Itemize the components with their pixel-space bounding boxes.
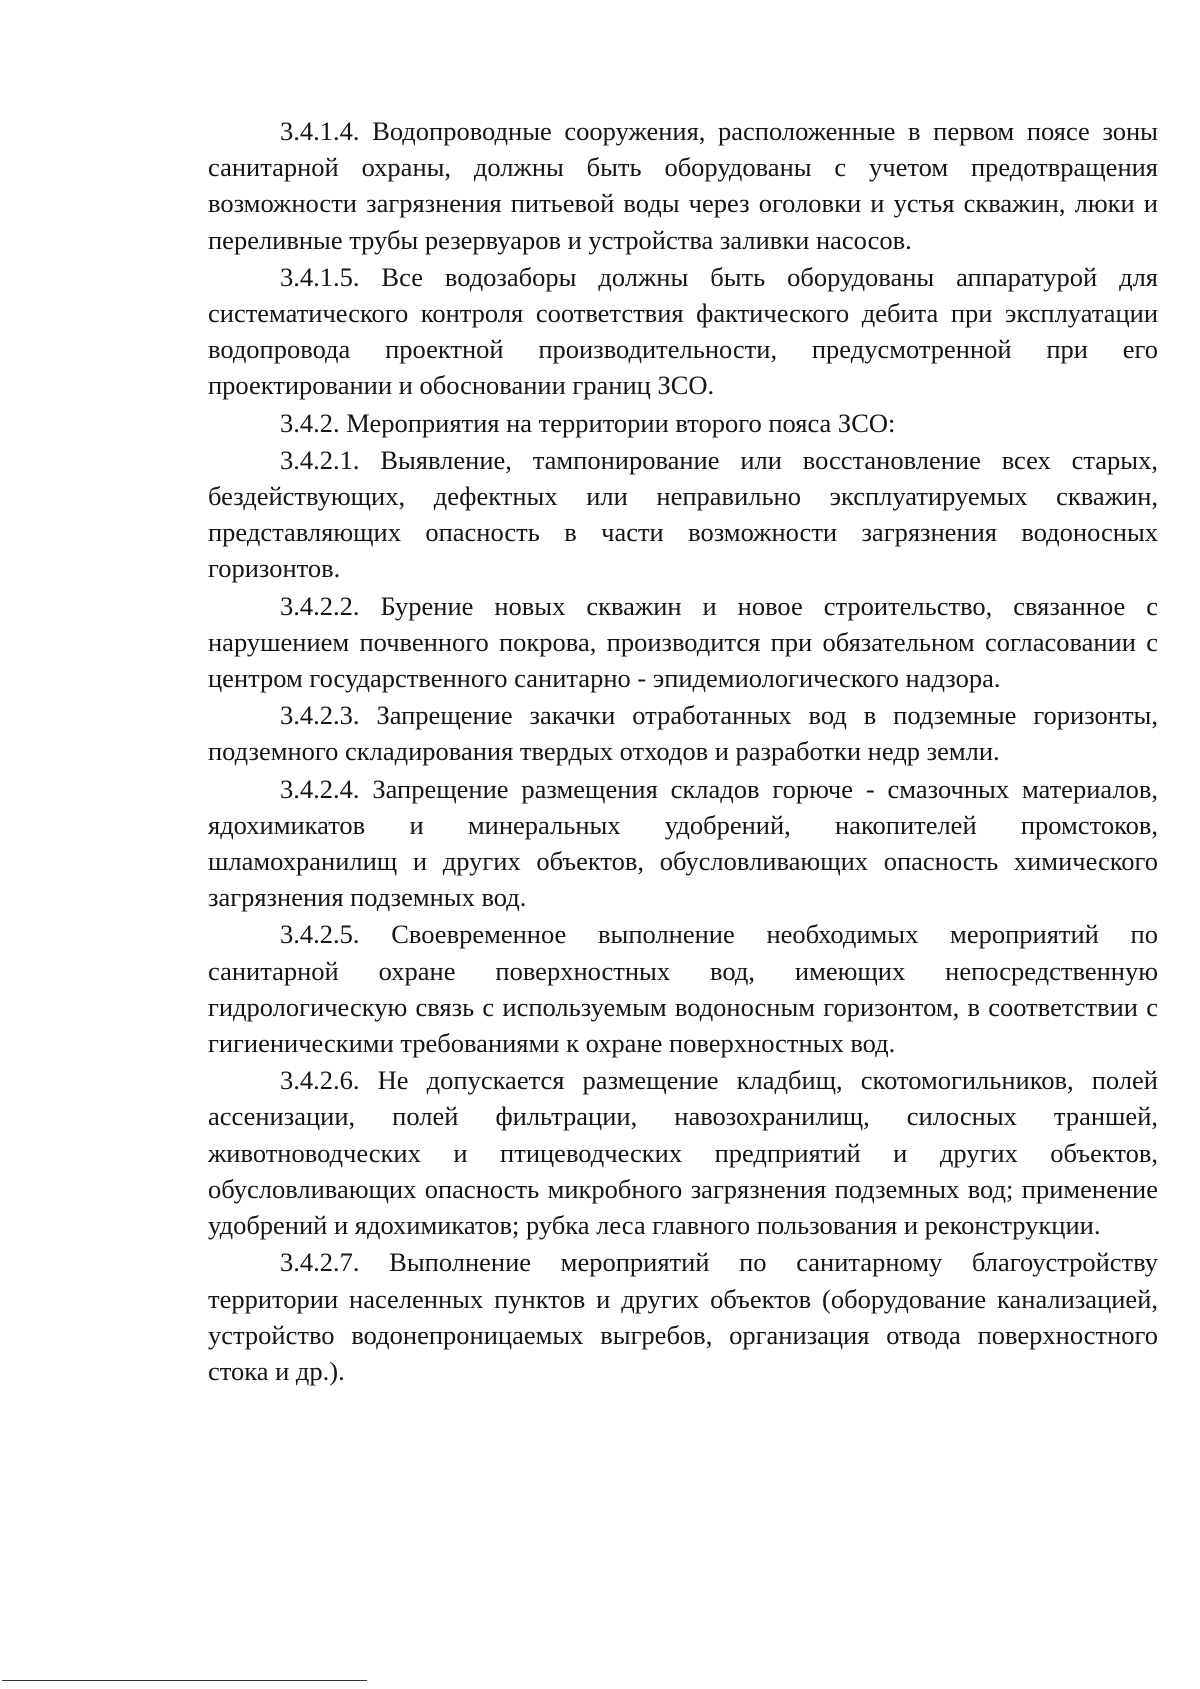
paragraph-3-4-2-1: 3.4.2.1. Выявление, тампонирование или восстановление всех старых, бездействующих, дефектных или неправильно эксплуатируемых скважин, представляющих опасность в части возможности загрязнения водоносных горизонтов.: [208, 444, 1158, 584]
paragraph-3-4-2-7: 3.4.2.7. Выполнение мероприятий по санитарному благоустройству территории населенных пунктов и других объектов (оборудование канализацией, устройство водонепроницаемых выгребов, организация отвода поверхностного стока и др.).: [208, 1247, 1158, 1386]
paragraph-3-4-2-4: 3.4.2.4. Запрещение размещения складов горюче - смазочных материалов, ядохимикатов и минеральных удобрений, накопителей промстоков, шламохранилищ и других объектов, обусловливающих опасность химического загрязнения подземных вод.: [208, 773, 1158, 913]
paragraph-3-4-2-6: 3.4.2.6. Не допускается размещение кладбищ, скотомогильников, полей ассенизации, полей фильтрации, навозохранилищ, силосных траншей, животноводческих и птицеводческих предприятий и других объектов, обусловливающих опасность микробного загрязнения подземных вод; применение удобрений и ядохимикатов; рубка леса главного пользования и реконструкции.: [208, 1065, 1158, 1241]
paragraph-3-4-1-4: 3.4.1.4. Водопроводные сооружения, расположенные в первом поясе зоны санитарной охраны, должны быть оборудованы с учетом предотвращения возможности загрязнения питьевой воды через оголовки и устья скважин, люки и переливные трубы резервуаров и устройства заливки насосов.: [208, 116, 1158, 255]
footer-rule: [2, 1680, 367, 1681]
paragraph-3-4-2: 3.4.2. Мероприятия на территории второго пояса ЗСО:: [280, 407, 896, 438]
paragraph-3-4-2-3: 3.4.2.3. Запрещение закачки отработанных вод в подземные горизонты, подземного складирования твердых отходов и разработки недр земли.: [208, 700, 1158, 767]
paragraph-3-4-2-2: 3.4.2.2. Бурение новых скважин и новое строительство, связанное с нарушением почвенного покрова, производится при обязательном согласовании с центром государственного санитарно - эпидемиологического надзора.: [208, 590, 1158, 694]
paragraph-3-4-1-5: 3.4.1.5. Все водозаборы должны быть оборудованы аппаратурой для систематического контроля соответствия фактического дебита при эксплуатации водопровода проектной производительности, предусмотренной при его проектировании и обосновании границ ЗСО.: [208, 261, 1158, 401]
document-body: [208, 113, 1158, 1389]
paragraph-3-4-2-5: 3.4.2.5. Своевременное выполнение необходимых мероприятий по санитарной охране поверхностных вод, имеющих непосредственную гидрологическую связь с используемым водоносным горизонтом, в соответствии с гигиеническими требованиями к охране поверхностных вод.: [208, 919, 1158, 1059]
